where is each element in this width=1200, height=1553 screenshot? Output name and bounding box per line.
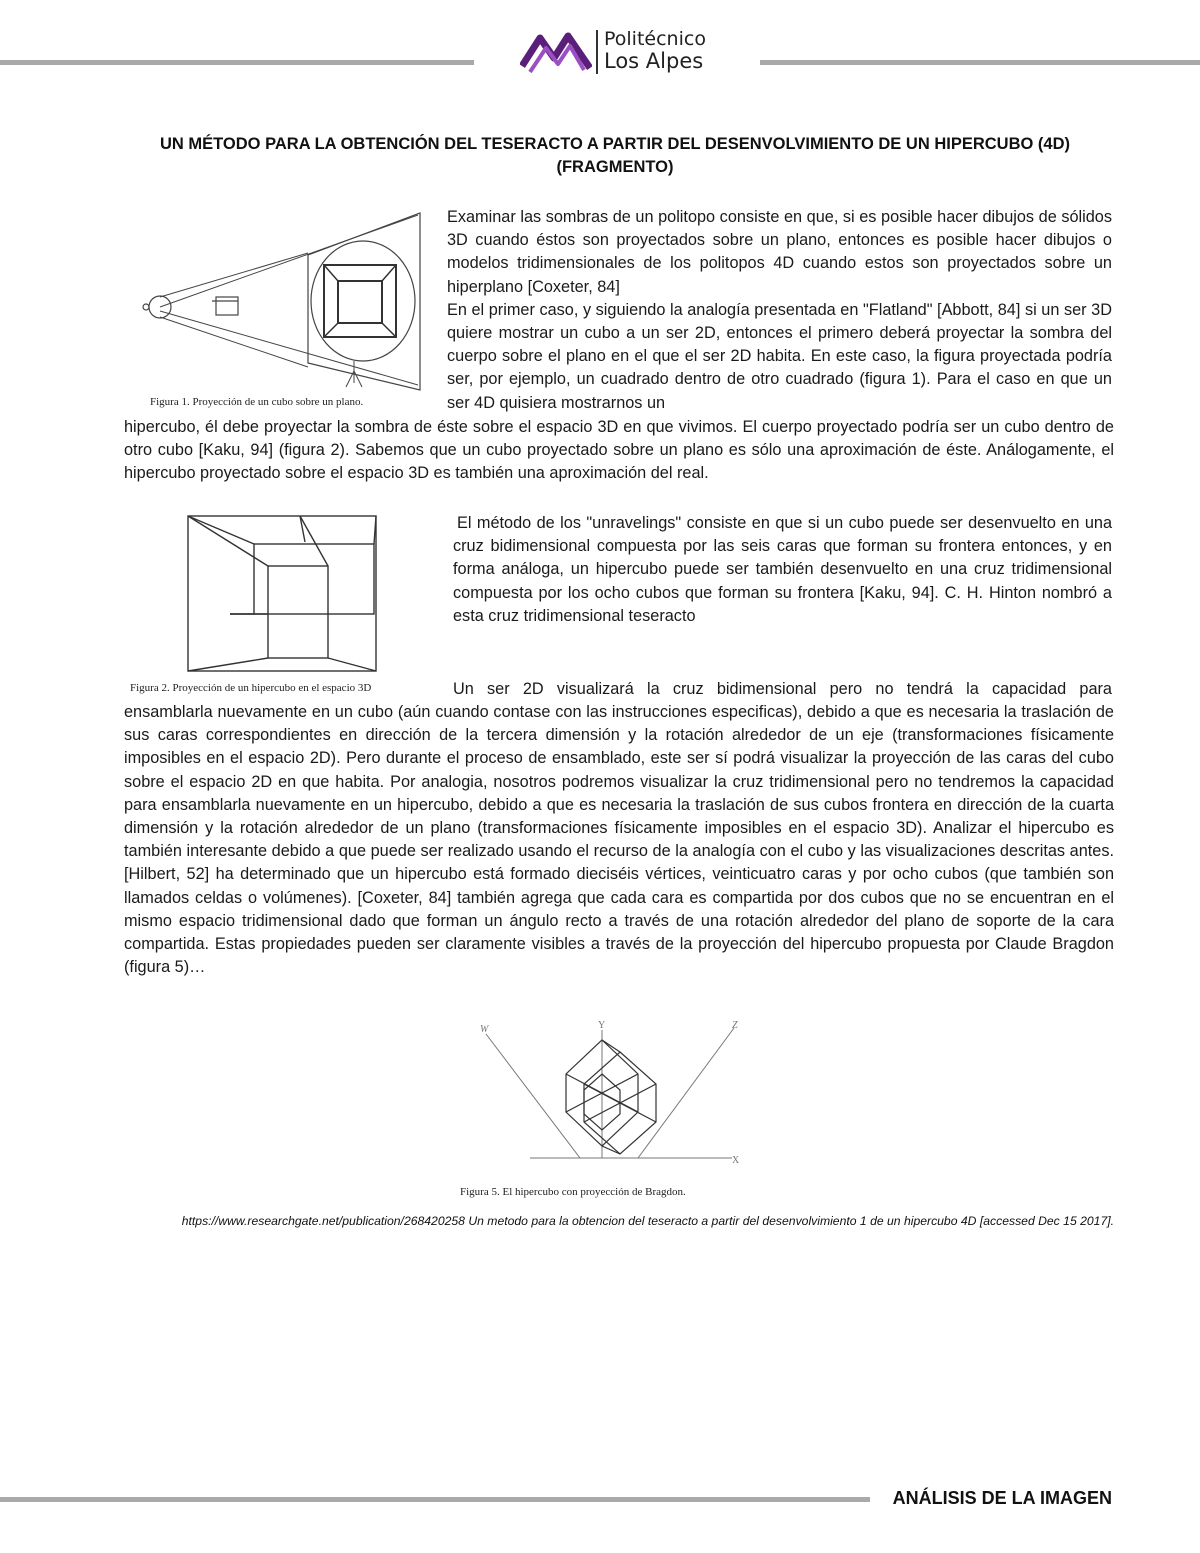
paragraph-3-text: El método de los "unravelings" consiste en que si un cubo puede ser desenvuelto en una cruz bidimensional compuesta por las seis caras que forman su frontera entonces, y en forma análoga, un hipercubo puede ser también desenvuelto en una cruz tridimensional compuesta por los ocho cubos que forman su frontera [Kaku, 94]. C. H. Hinton nombró a esta cruz tridimensional teseracto — [453, 514, 1112, 625]
figure-1-cube-projection — [138, 205, 438, 405]
figure-1-caption: Figura 1. Proyección de un cubo sobre un plano. — [150, 396, 364, 408]
figure-5-bragdon-projection — [470, 1018, 750, 1183]
paragraph-1-text: Examinar las sombras de un politopo consiste en que, si es posible hacer dibujos de sólidos 3D cuando éstos son proyectados sobre un plano, entonces es posible hacer dibujos o modelos tridimensionales de los politopos 4D cuando estos son proyectados sobre un hiperplano [Coxeter, 84] — [447, 208, 1112, 296]
paragraph-2-end: hipercubo, él debe proyectar la sombra de éste sobre el espacio 3D en que vivimos. El cuerpo proyectado podría ser un cubo dentro de otro cubo [Kaku, 94] (figura 2). Sabemos que un cubo proyectado sobre un plano es sólo una aproximación de éste. Análogamente, el hipercubo proyectado sobre el espacio 3D es también una aproximación del real. — [124, 418, 1114, 483]
figure-5-caption: Figura 5. El hipercubo con proyección de Bragdon. — [460, 1186, 686, 1198]
figure-2-caption: Figura 2. Proyección de un hipercubo en el espacio 3D — [130, 682, 372, 694]
logo-separator — [596, 30, 598, 74]
page-title: UN MÉTODO PARA LA OBTENCIÓN DEL TESERACTO A PARTIR DEL DESENVOLVIMIENTO DE UN HIPERCUBO (4D)(FRAGMENTO) — [159, 135, 1070, 176]
axis-label-y: Y — [598, 1020, 606, 1031]
brand-line-1: Politécnico — [604, 28, 706, 50]
footer-rule — [0, 1497, 870, 1502]
paragraph-3 — [453, 512, 1112, 628]
mountain-logo-icon — [520, 26, 592, 76]
header-rule-right — [760, 60, 1200, 65]
figure-2-hypercube-3d — [180, 514, 390, 674]
paragraph-4-start-text: Un ser 2D visualizará la cruz bidimensional pero no tendrá la capacidad para — [453, 680, 1112, 698]
paragraph-4-text: ensamblarla nuevamente en un cubo (aún cuando contase con las instrucciones especificas), debido a que es necesaria la traslación de sus caras correspondientes en dirección de la tercera dimensión y la rotación alrededor de un eje (transformaciones físicamente imposibles en el espacio 2D). Pero durante el proceso de ensamblado, este ser sí podrá visualizar la proyección de las caras del cubo sobre el espacio 2D en que habita. Por analogia, nosotros podremos visualizar la cruz tridimensional pero no tendremos la capacidad para ensamblarla nuevamente en un hipercubo, debido a que es necesaria la traslación de sus cubos frontera en dirección de la cuarta dimensión y la rotación alrededor de un plano (transformaciones físicamente imposibles en el espacio 3D). Analizar el hipercubo es también interesante debido a que puede ser realizado usando el recurso de la analogía con el cubo y las visualizaciones descritas antes. [Hilbert, 52] ha determinado que un hipercubo está formado dieciséis vértices, veinticuatro caras y por ocho cubos (que también son llamados celdas o volúmenes). [Coxeter, 84] también agrega que cada cara es compartida por dos cubos que no se encuentran en el mismo espacio tridimensional dado que forman un ángulo recto a través de una rotación alrededor del plano de soporte de la cara compartida. Estas propiedades pueden ser claramente visibles a través de la proyección del hipercubo propuesta por Claude Bragdon (figura 5)… — [124, 703, 1114, 977]
source-citation: https://www.researchgate.net/publication/268420258 Un metodo para la obtencion del teseracto a partir del desenvolvimiento 1 de un hipercubo 4D [accessed Dec 15 2017]. — [181, 1214, 1114, 1228]
paragraph-4 — [124, 701, 1114, 979]
axis-label-w: W — [480, 1024, 489, 1035]
axis-label-z: Z — [732, 1020, 738, 1031]
axis-label-x: X — [732, 1155, 740, 1166]
header-rule-left — [0, 60, 474, 65]
institution-logo — [520, 24, 720, 80]
footer-section-label: ANÁLISIS DE LA IMAGEN — [892, 1488, 1112, 1508]
paragraph-2-start: En el primer caso, y siguiendo la analogía presentada en "Flatland" [Abbott, 84] si un ser 3D quiere mostrar un cubo a un ser 2D, entonces el primero deberá proyectar la sombra del cuerpo sobre el plano en el que el ser 2D habita. En este caso, la figura proyectada podría ser, por ejemplo, un cuadrado dentro de otro cuadrado (figura 1). Para el caso en que un ser 4D quisiera mostrarnos un — [447, 300, 1112, 412]
paragraph-2 — [124, 416, 1114, 486]
paragraph-1 — [447, 206, 1112, 415]
logo-wordmark — [604, 28, 706, 72]
paragraph-4-start — [453, 678, 1112, 701]
brand-line-2: Los Alpes — [604, 49, 704, 73]
